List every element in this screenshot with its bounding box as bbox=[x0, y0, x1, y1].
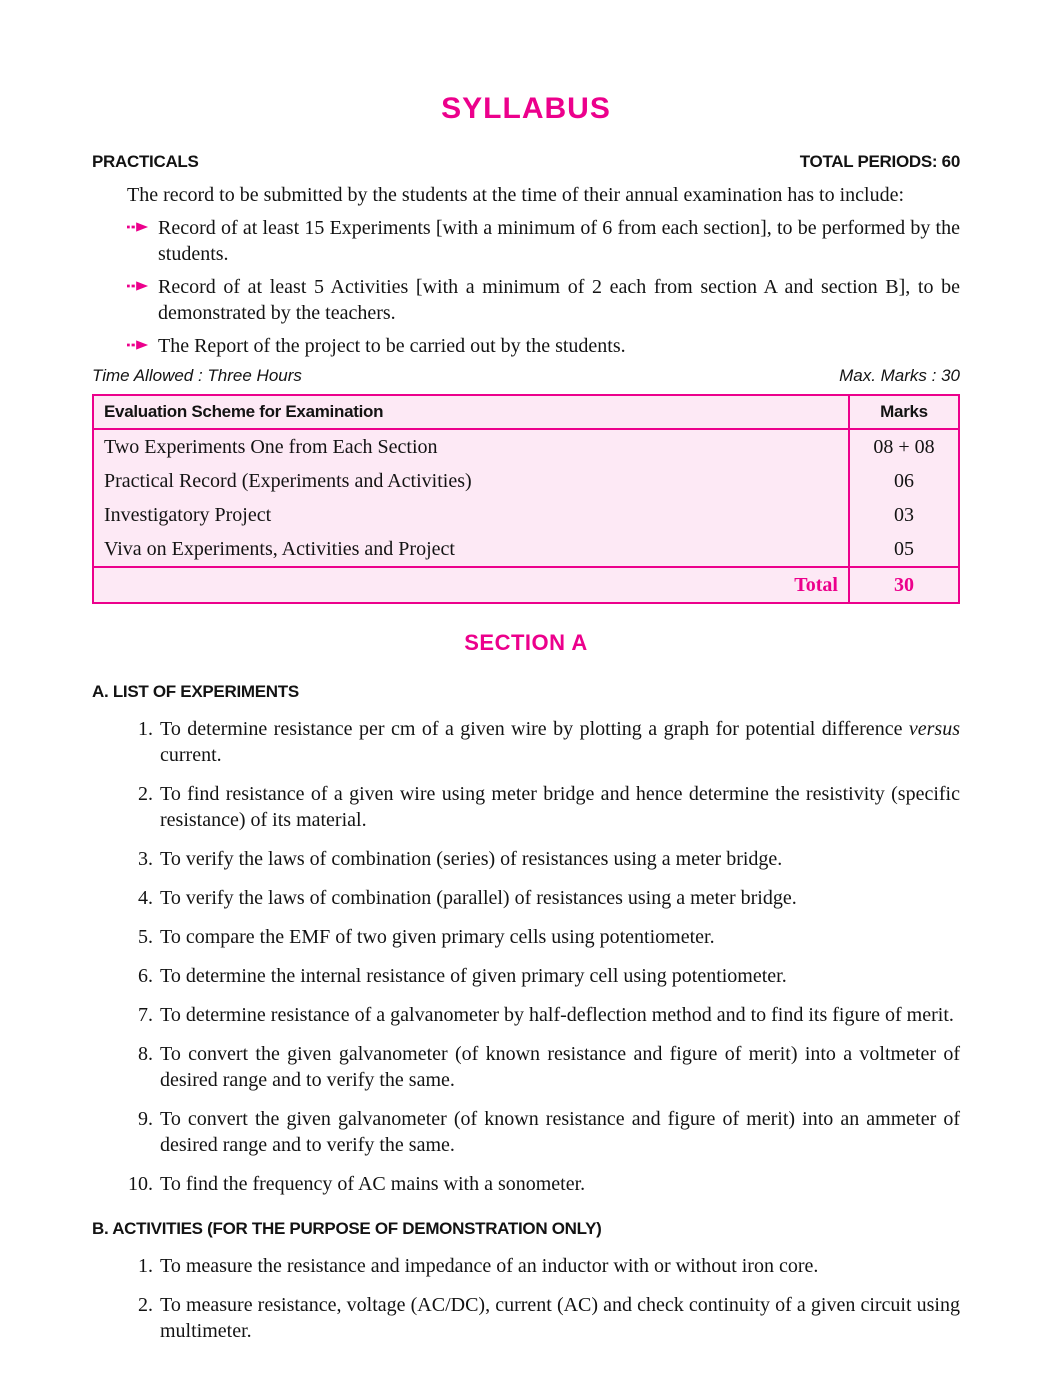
table-row bbox=[93, 429, 959, 464]
table-row bbox=[93, 498, 959, 532]
table-row bbox=[93, 532, 959, 567]
page-title: SYLLABUS bbox=[441, 92, 611, 125]
list-item: 2. To measure resistance, voltage (AC/DC), current (AC) and check continuity of a given circuit using multimeter. bbox=[158, 1292, 960, 1344]
bullet-text: Record of at least 5 Activities [with a minimum of 2 each from section A and section B], to be demonstrated by the teachers. bbox=[158, 276, 960, 324]
table-row bbox=[93, 464, 959, 498]
bullet-text: Record of at least 15 Experiments [with a minimum of 6 from each section], to be performed by the students. bbox=[158, 217, 960, 265]
intro-paragraph: The record to be submitted by the students at the time of their annual examination has to include: bbox=[127, 184, 905, 206]
activities-list-title: B. ACTIVITIES (FOR THE PURPOSE OF DEMONSTRATION ONLY) bbox=[92, 1219, 602, 1238]
row-label: Investigatory Project bbox=[104, 504, 272, 526]
list-item: 2. To find resistance of a given wire using meter bridge and hence determine the resistivity (specific resistance) of its material. bbox=[158, 781, 960, 833]
row-marks: 06 bbox=[849, 464, 959, 498]
list-item: 8. To convert the given galvanometer (of known resistance and figure of merit) into a voltmeter of desired range and to verify the same. bbox=[158, 1041, 960, 1093]
practicals-label: PRACTICALS bbox=[92, 152, 199, 171]
list-item: 3. To verify the laws of combination (series) of resistances using a meter bridge. bbox=[158, 846, 960, 872]
arrow-bullet-icon bbox=[127, 215, 158, 233]
experiments-list bbox=[92, 716, 960, 1197]
arrow-bullet-icon bbox=[127, 333, 158, 351]
list-item: 10. To find the frequency of AC mains with a sonometer. bbox=[158, 1171, 960, 1197]
total-periods-label: TOTAL PERIODS: 60 bbox=[799, 152, 960, 171]
max-marks-label: Max. Marks : 30 bbox=[839, 366, 960, 385]
bullet-text: The Report of the project to be carried out by the students. bbox=[158, 335, 626, 357]
time-allowed-label: Time Allowed : Three Hours bbox=[92, 366, 302, 385]
row-marks: 03 bbox=[849, 498, 959, 532]
row-marks: 08 + 08 bbox=[849, 429, 959, 464]
arrow-bullet-icon bbox=[127, 274, 158, 292]
evaluation-scheme-table bbox=[92, 394, 960, 604]
table-header-row bbox=[93, 395, 959, 429]
list-item: 5. To compare the EMF of two given primary cells using potentiometer. bbox=[158, 924, 960, 950]
total-label: Total bbox=[93, 567, 849, 603]
row-marks: 05 bbox=[849, 532, 959, 567]
exam-info-row bbox=[92, 366, 960, 386]
row-label: Viva on Experiments, Activities and Project bbox=[104, 538, 455, 560]
activities-section bbox=[92, 1219, 960, 1344]
table-total-row bbox=[93, 567, 959, 603]
list-item: 4. To verify the laws of combination (parallel) of resistances using a meter bridge. bbox=[158, 885, 960, 911]
column-header-marks: Marks bbox=[849, 395, 959, 429]
experiments-list-title: A. LIST OF EXPERIMENTS bbox=[92, 682, 299, 701]
list-item bbox=[127, 333, 960, 359]
record-requirements-list bbox=[127, 215, 960, 359]
list-item bbox=[127, 274, 960, 326]
list-item: 9. To convert the given galvanometer (of known resistance and figure of merit) into an ammeter of desired range and to verify the same. bbox=[158, 1106, 960, 1158]
list-item: 1. To measure the resistance and impedance of an inductor with or without iron core. bbox=[158, 1253, 960, 1279]
list-item: 1. To determine resistance per cm of a given wire by plotting a graph for potential difference versus current. bbox=[158, 716, 960, 768]
row-label: Two Experiments One from Each Section bbox=[104, 436, 438, 458]
list-item: 6. To determine the internal resistance of given primary cell using potentiometer. bbox=[158, 963, 960, 989]
total-value: 30 bbox=[849, 567, 959, 603]
column-header-scheme: Evaluation Scheme for Examination bbox=[93, 395, 849, 429]
list-item: 7. To determine resistance of a galvanometer by half-deflection method and to find its figure of merit. bbox=[158, 1002, 960, 1028]
practicals-header-row bbox=[92, 152, 960, 172]
list-item bbox=[127, 215, 960, 267]
section-a-heading: SECTION A bbox=[464, 630, 588, 655]
row-label: Practical Record (Experiments and Activities) bbox=[104, 470, 472, 492]
activities-list bbox=[92, 1253, 960, 1344]
